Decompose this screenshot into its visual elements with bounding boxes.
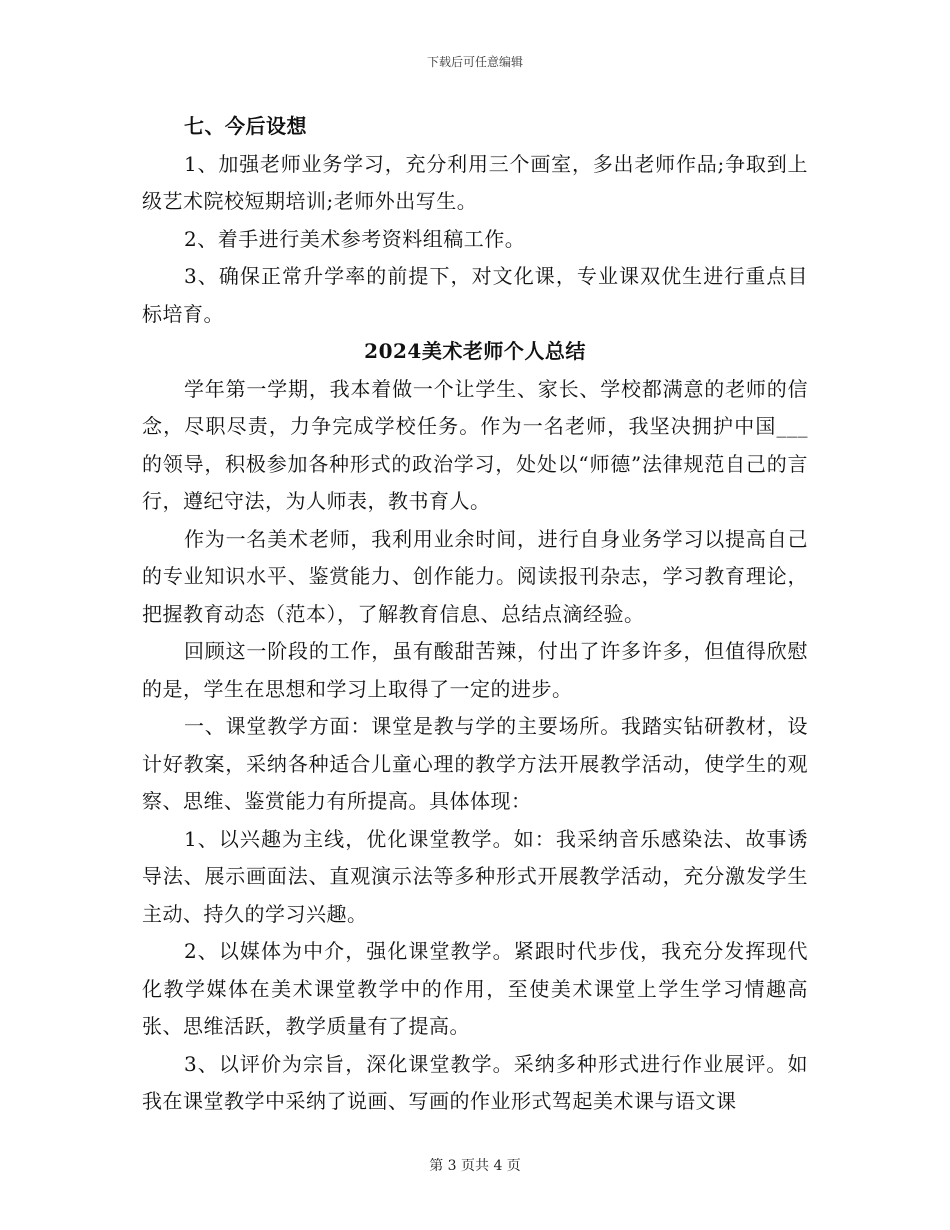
section-item: 1、加强老师业务学习，充分利用三个画室，多出老师作品;争取到上级艺术院校短期培训;老师外出写生。 [142,151,808,213]
body-paragraph: 作为一名美术老师，我利用业余时间，进行自身业务学习以提高自己的专业知识水平、鉴赏能力、创作能力。阅读报刊杂志，学习教育理论，把握教育动态（范本），了解教育信息、总结点滴经验。 [142,526,808,626]
body-paragraph: 1、以兴趣为主线，优化课堂教学。如：我采纳音乐感染法、故事诱导法、展示画面法、直观演示法等多种形式开展教学活动，充分激发学生主动、持久的学习兴趣。 [142,826,808,926]
page-number: 第 3 页共 4 页 [429,1158,521,1174]
body-paragraph: 一、课堂教学方面：课堂是教与学的主要场所。我踏实钻研教材，设计好教案，采纳各种适合儿童心理的教学方法开展教学活动，使学生的观察、思维、鉴赏能力有所提高。具体体现： [142,714,808,813]
document-title: 2024美术老师个人总结 [364,339,586,363]
body-paragraph: 回顾这一阶段的工作，虽有酸甜苦辣，付出了许多许多，但值得欣慰的是，学生在思想和学习上取得了一定的进步。 [142,639,808,701]
body-paragraph: 学年第一学期，我本着做一个让学生、家长、学校都满意的老师的信念，尽职尽责，力争完成学校任务。作为一名老师，我坚决拥护中国___的领导，积极参加各种形式的政治学习，处处以“师德”法律规范自己的言行，遵纪守法，为人师表，教书育人。 [142,376,808,513]
body-paragraph: 3、以评价为宗旨，深化课堂教学。采纳多种形式进行作业展评。如我在课堂教学中采纳了说画、写画的作业形式驾起美术课与语文课 [142,1051,808,1113]
section-heading: 七、今后设想 [184,114,307,138]
section-item: 2、着手进行美术参考资料组稿工作。 [184,226,526,251]
section-item: 3、确保正常升学率的前提下，对文化课，专业课双优生进行重点目标培育。 [142,264,808,326]
page-header-note: 下载后可任意编辑 [426,55,523,69]
body-paragraph: 2、以媒体为中介，强化课堂教学。紧跟时代步伐，我充分发挥现代化教学媒体在美术课堂教学中的作用，至使美术课堂上学生学习情趣高张、思维活跃，教学质量有了提高。 [142,939,808,1038]
document-body [142,108,808,1121]
